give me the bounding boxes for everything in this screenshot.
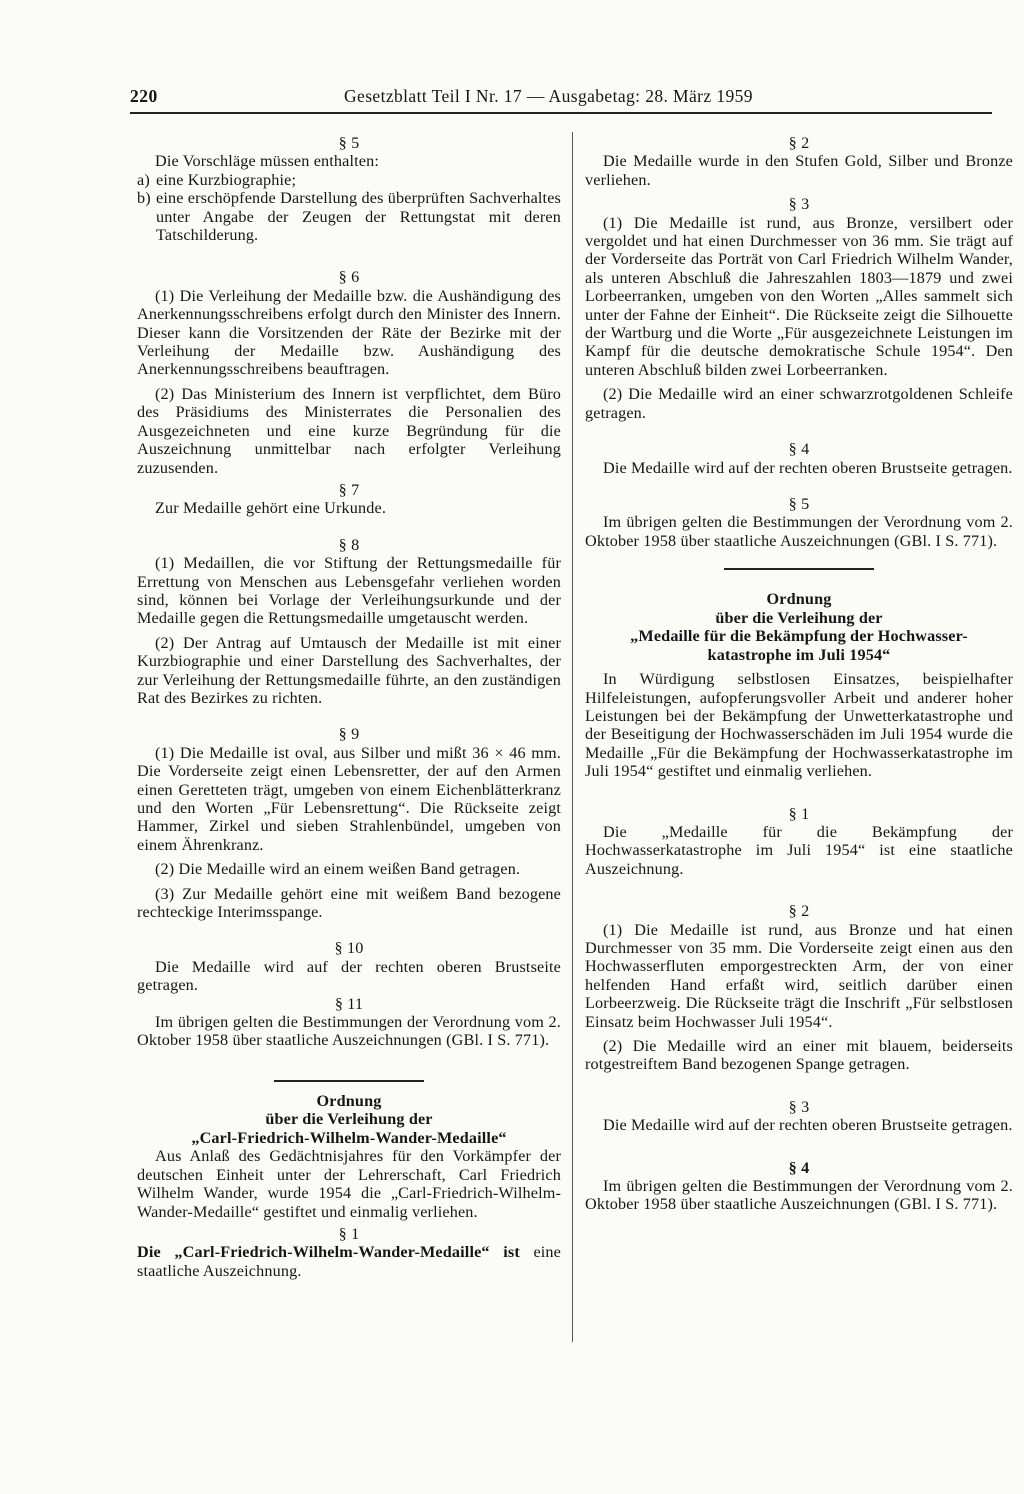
list-text: eine erschöpfende Darstellung des überprüften Sachverhaltes unter Angabe der Zeugen der Rettungstat mit deren Tatschilderung. bbox=[156, 189, 561, 245]
section-heading: § 1 bbox=[788, 804, 810, 823]
paragraph: Die Medaille wird auf der rechten oberen Brustseite getragen. bbox=[137, 957, 561, 995]
paragraph-rest: eine staatliche Auszeichnung. bbox=[137, 1243, 561, 1280]
ordinance-title bbox=[585, 590, 1013, 664]
paragraph bbox=[137, 1243, 561, 1280]
running-title: Gesetzblatt Teil I Nr. 17 — Ausgabetag: 28. März 1959 bbox=[344, 86, 753, 106]
paragraph: Im übrigen gelten die Bestimmungen der Verordnung vom 2. Oktober 1958 über staatliche Auszeichnungen (GBl. I S. 771). bbox=[585, 513, 1013, 550]
paragraph: Zur Medaille gehört eine Urkunde. bbox=[155, 499, 387, 518]
section-heading: § 7 bbox=[338, 480, 360, 499]
section-heading: § 2 bbox=[788, 134, 810, 152]
section-heading: § 5 bbox=[338, 134, 360, 152]
left-column bbox=[137, 134, 561, 1280]
section-heading: § 8 bbox=[338, 535, 360, 554]
paragraph: Die Medaille wird auf der rechten oberen Brustseite getragen. bbox=[603, 1116, 1013, 1135]
section-heading: § 11 bbox=[334, 994, 364, 1013]
paragraph: Im übrigen gelten die Bestimmungen der Verordnung vom 2. Oktober 1958 über staatliche Auszeichnungen (GBl. I S. 771). bbox=[585, 1177, 1013, 1214]
paragraph: In Würdigung selbstlosen Einsatzes, beispielhafter Hilfeleistungen, aufopferungsvoller Arbeit und anderer hoher Leistungen bei der Bekämpfung der Unwetterkatastrophe und der Beseitigung der Hochwasserschäden im Juli 1954 wurde die Medaille „Für die Bekämpfung der Hochwasserkatastrophe im Juli 1954“ gestiftet und einmalig verliehen. bbox=[585, 670, 1013, 781]
list-label: a) bbox=[137, 170, 150, 189]
section-heading: § 10 bbox=[334, 939, 364, 958]
separator-rule bbox=[724, 568, 874, 570]
paragraph: (1) Die Verleihung der Medaille bzw. die Aushändigung des Anerkennungsschreibens erfolgt durch den Minister des Innern. Dieser kann die Vorsitzenden der Räte der Bezirke mit der Verleihung der Medaille bzw. Aushändigung des Anerkennungsschreibens beauftragen. bbox=[137, 286, 561, 379]
paragraph: (1) Die Medaille ist rund, aus Bronze und hat einen Durchmesser von 35 mm. Die Vorderseite zeigt einen aus den Hochwasserfluten emporgestreckten Arm, der von einer helfenden Hand erfaßt wird, seitlich darüber einen Lorbeerzweig. Die Rückseite trägt die Inschrift „Für selbstlosen Einsatz beim Hochwasser Juli 1954“. bbox=[585, 920, 1013, 1031]
section-heading: § 1 bbox=[338, 1225, 360, 1243]
paragraph: Die Medaille wird auf der rechten oberen Brustseite getragen. bbox=[603, 458, 1013, 477]
paragraph: Die Vorschläge müssen enthalten: bbox=[155, 152, 380, 171]
paragraph: Die „Medaille für die Bekämpfung der Hochwasserkatastrophe im Juli 1954“ ist eine staatliche Auszeichnung. bbox=[585, 822, 1013, 878]
ordinance-title-line: „Medaille für die Bekämpfung der Hochwasser- bbox=[630, 627, 968, 646]
paragraph: Aus Anlaß des Gedächtnisjahres für den Vorkämpfer der deutschen Einheit unter der Lehrerschaft, Carl Friedrich Wilhelm Wander, wurde 1954 die „Carl-Friedrich-Wilhelm-Wander-Medaille“ gestiftet und einmalig verliehen. bbox=[137, 1147, 561, 1221]
ordinance-title-line: Ordnung bbox=[316, 1091, 382, 1110]
list-text: eine Kurzbiographie; bbox=[156, 170, 297, 189]
list-item bbox=[137, 189, 561, 244]
list-item bbox=[137, 171, 561, 189]
paragraph: (2) Der Antrag auf Umtausch der Medaille ist mit einer Kurzbiographie und einer Darstellung des Sachverhaltes, der zur Verleihung der Rettungsmedaille führte, an den zuständigen Rat des Bezirkes zu richten. bbox=[137, 633, 561, 707]
ordinance-title-line: über die Verleihung der bbox=[265, 1110, 433, 1129]
paragraph: (2) Die Medaille wird an einer mit blauem, beiderseits rotgestreiftem Band bezogenen Spange getragen. bbox=[585, 1037, 1013, 1074]
paragraph: (2) Die Medaille wird an einer schwarzrotgoldenen Schleife getragen. bbox=[585, 385, 1013, 422]
list-label: b) bbox=[137, 189, 151, 208]
paragraph: Im übrigen gelten die Bestimmungen der Verordnung vom 2. Oktober 1958 über staatliche Auszeichnungen (GBl. I S. 771). bbox=[137, 1013, 561, 1050]
section-heading: § 3 bbox=[788, 195, 810, 214]
section-heading: § 4 bbox=[788, 1158, 810, 1177]
paragraph-bold: Die „Carl-Friedrich-Wilhelm-Wander-Medaille“ ist bbox=[137, 1243, 520, 1262]
paragraph: Die Medaille wurde in den Stufen Gold, Silber und Bronze verliehen. bbox=[585, 152, 1013, 189]
ordinance-title-line: über die Verleihung der bbox=[715, 608, 883, 627]
separator-rule bbox=[274, 1080, 424, 1082]
paragraph: (1) Die Medaille ist oval, aus Silber und mißt 36 × 46 mm. Die Vorderseite zeigt einen Lebensretter, der auf den Armen einen Geretteten trägt, umgeben von einem Eichenblätterkranz und den Worten „Für Lebensrettung“. Die Rückseite zeigt Hammer, Zirkel und sieben Strahlenbündel, umgeben von einem Ährenkranz. bbox=[137, 743, 561, 854]
ordinance-title-line: Ordnung bbox=[766, 590, 832, 609]
page-number: 220 bbox=[130, 86, 158, 106]
right-column bbox=[585, 134, 1013, 1214]
paragraph: (3) Zur Medaille gehört eine mit weißem Band bezogene rechteckige Interimsspange. bbox=[137, 884, 561, 922]
section-heading: § 2 bbox=[788, 902, 810, 921]
section-heading: § 3 bbox=[788, 1097, 810, 1116]
section-heading: § 6 bbox=[338, 268, 360, 287]
column-divider bbox=[572, 132, 573, 1342]
header-rule bbox=[130, 112, 992, 114]
section-heading: § 4 bbox=[788, 440, 810, 459]
section-heading: § 9 bbox=[338, 725, 360, 744]
paragraph: (1) Die Medaille ist rund, aus Bronze, versilbert oder vergoldet und hat einen Durchmesser von 36 mm. Sie trägt auf der Vorderseite das Porträt von Carl Friedrich Wilhelm Wander, als unteren Abschluß die Jahreszahlen 1803—1879 und zwei Lorbeerranken, umgeben von den Worten „Alles sammelt sich unter der Fahne der Einheit“. Die Rückseite zeigt die Silhouette der Wartburg und die Worte „Für ausgezeichnete Leistungen im Kampf für die deutsche demokratische Schule 1954“. Den unteren Abschluß bilden zwei Lorbeerranken. bbox=[585, 213, 1013, 379]
section-heading: § 5 bbox=[788, 494, 810, 513]
paragraph: (1) Medaillen, die vor Stiftung der Rettungsmedaille für Errettung von Menschen aus Lebensgefahr verliehen worden sind, können bei Vorlage der Verleihungsurkunde und der Medaille gegen die Rettungsmedaille umgetauscht werden. bbox=[137, 554, 561, 628]
ordinance-title-line: „Carl-Friedrich-Wilhelm-Wander-Medaille“ bbox=[191, 1128, 507, 1147]
paragraph: (2) Die Medaille wird an einem weißen Band getragen. bbox=[155, 860, 521, 879]
paragraph: (2) Das Ministerium des Innern ist verpflichtet, dem Büro des Präsidiums des Ministerrates die Personalien des Ausgezeichneten und eine kurze Begründung für die Auszeichnung unmittelbar nach erfolgter Verleihung zuzusenden. bbox=[137, 384, 561, 477]
ordinance-title bbox=[137, 1092, 561, 1148]
ordinance-title-line: katastrophe im Juli 1954“ bbox=[707, 645, 891, 664]
